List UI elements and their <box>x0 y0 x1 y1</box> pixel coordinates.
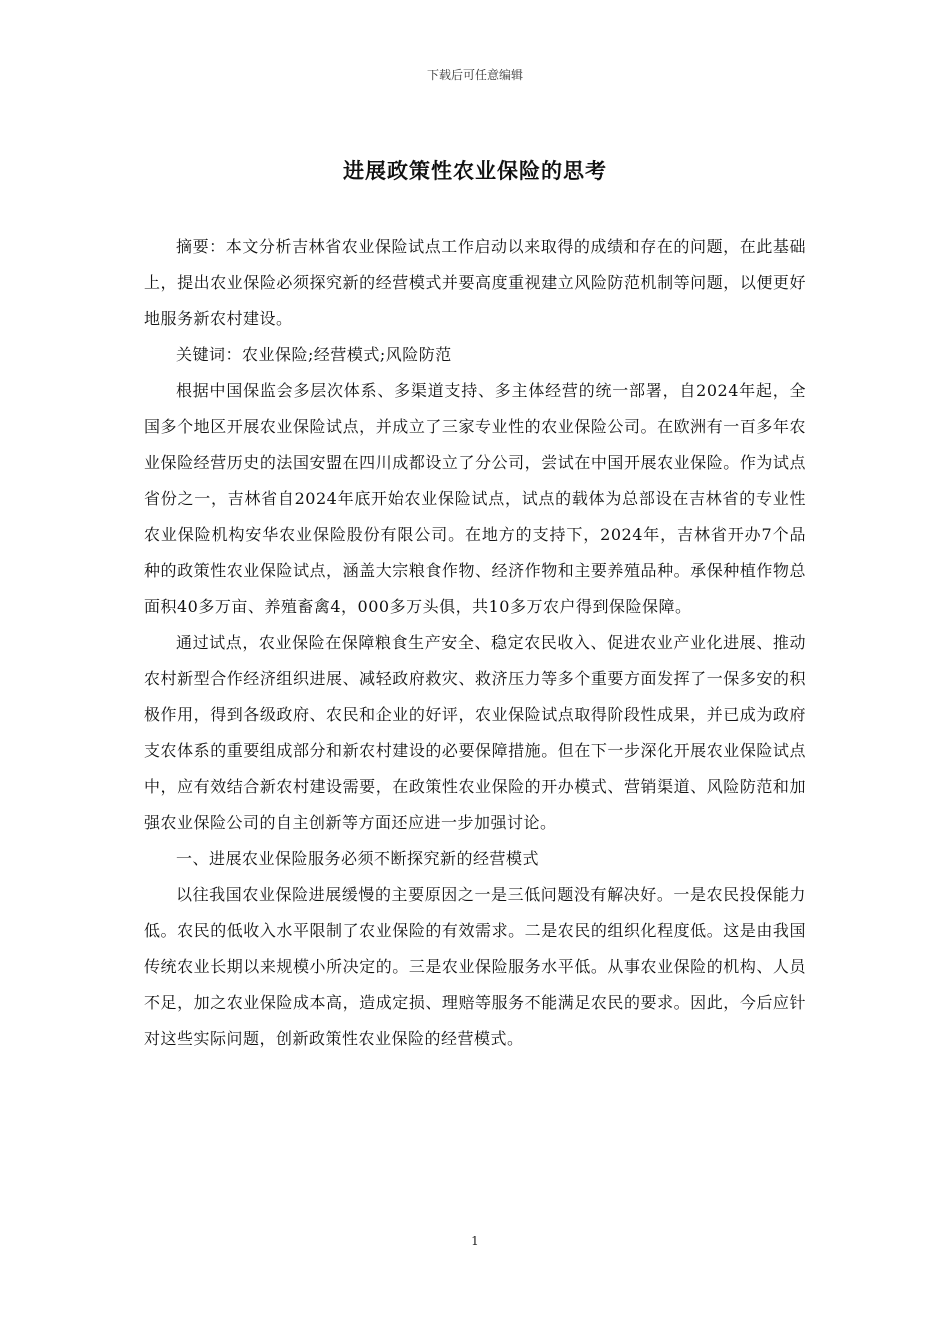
document-body <box>144 229 806 1057</box>
header-note: 下载后可任意编辑 <box>426 68 523 82</box>
abstract-paragraph: 摘要：本文分析吉林省农业保险试点工作启动以来取得的成绩和存在的问题，在此基础上，提出农业保险必须探究新的经营模式并要高度重视建立风险防范机制等问题，以便更好地服务新农村建设。 <box>144 237 806 328</box>
body-paragraph: 以往我国农业保险进展缓慢的主要原因之一是三低问题没有解决好。一是农民投保能力低。农民的低收入水平限制了农业保险的有效需求。二是农民的组织化程度低。这是由我国传统农业长期以来规模小所决定的。三是农业保险服务水平低。从事农业保险的机构、人员不足，加之农业保险成本高，造成定损、理赔等服务不能满足农民的要求。因此，今后应针对这些实际问题，创新政策性农业保险的经营模式。 <box>144 885 806 1048</box>
keywords-paragraph: 关键词：农业保险;经营模式;风险防范 <box>176 345 452 364</box>
body-paragraph: 通过试点，农业保险在保障粮食生产安全、稳定农民收入、促进农业产业化进展、推动农村新型合作经济组织进展、减轻政府救灾、救济压力等多个重要方面发挥了一保多安的积极作用，得到各级政府、农民和企业的好评，农业保险试点取得阶段性成果，并已成为政府支农体系的重要组成部分和新农村建设的必要保障措施。但在下一步深化开展农业保险试点中，应有效结合新农村建设需要，在政策性农业保险的开办模式、营销渠道、风险防范和加强农业保险公司的自主创新等方面还应进一步加强讨论。 <box>144 633 806 832</box>
section-heading: 一、进展农业保险服务必须不断探究新的经营模式 <box>176 849 540 868</box>
page-number: 1 <box>471 1234 479 1248</box>
document-title: 进展政策性农业保险的思考 <box>343 158 607 183</box>
body-paragraph: 根据中国保监会多层次体系、多渠道支持、多主体经营的统一部署，自2024年起，全国多个地区开展农业保险试点，并成立了三家专业性的农业保险公司。在欧洲有一百多年农业保险经营历史的法国安盟在四川成都设立了分公司，尝试在中国开展农业保险。作为试点省份之一，吉林省自2024年底开始农业保险试点，试点的载体为总部设在吉林省的专业性农业保险机构安华农业保险股份有限公司。在地方的支持下，2024年，吉林省开办7个品种的政策性农业保险试点，涵盖大宗粮食作物、经济作物和主要养殖品种。承保种植作物总面积40多万亩、养殖畜禽4，000多万头俱，共10多万农户得到保险保障。 <box>144 381 806 616</box>
